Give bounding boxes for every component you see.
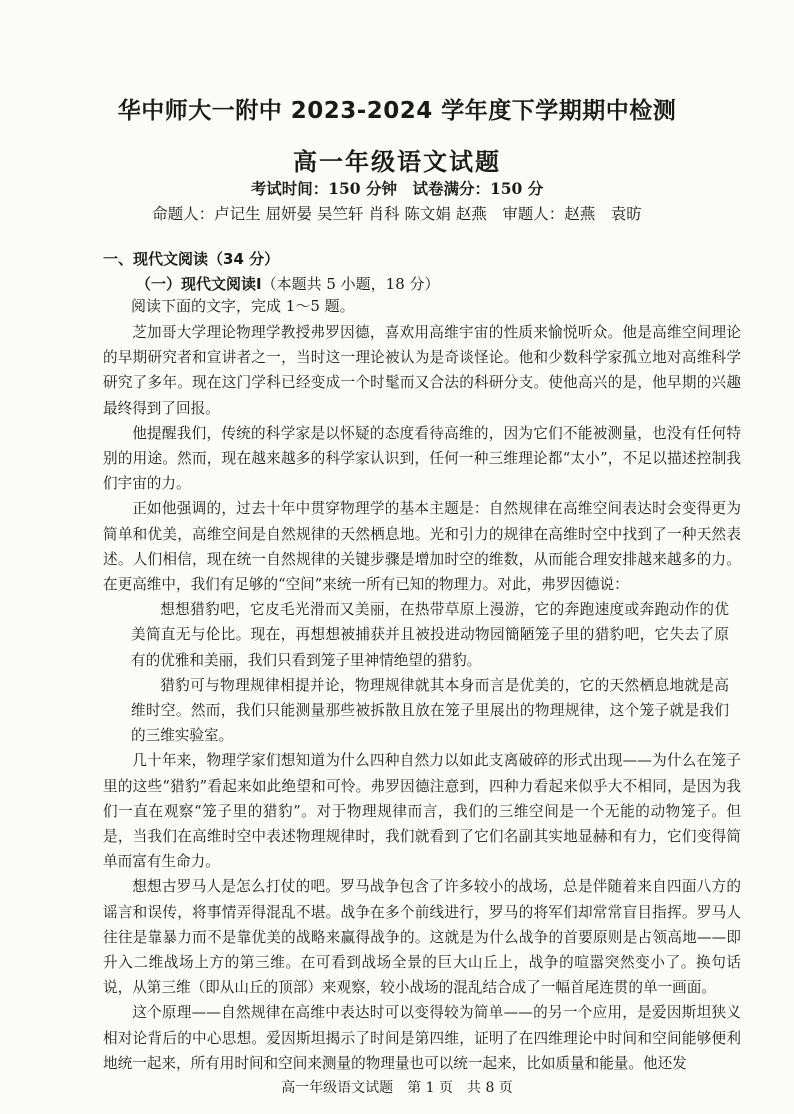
- paragraph: 芝加哥大学理论物理学教授弗罗因德，喜欢用高维宇宙的性质来愉悦听众。他是高维空间理论的早期研究者和宣讲者之一，当时这一理论被认为是奇谈怪论。他和少数科学家孤立地对高维科学研究了多年。现在这门学科已经变成一个时髦而又合法的科研分支。使他高兴的是，他早期的兴趣最终得到了回报。: [103, 324, 741, 417]
- paragraph: 这个原理——自然规律在高维中表达时可以变得较为简单——的另一个应用，是爱因斯坦狭义相对论背后的中心思想。爱因斯坦揭示了时间是第四维，证明了在四维理论中时间和空间能够便利地统一起来，所有用时间和空间来测量的物理量也可以统一起来，比如质量和能量。他还发: [103, 1004, 741, 1072]
- subsection-title: （一）现代文阅读Ⅰ: [136, 275, 262, 293]
- reading-passage: [103, 320, 741, 1076]
- quote-paragraph: 想想猎豹吧，它皮毛光滑而又美丽，在热带草原上漫游，它的奔跑速度或奔跑动作的优美简直无与伦比。现在，再想想被捕获并且被投进动物园簡陋笼子里的猎豹吧，它失去了原有的优雅和美丽，我们只看到笼子里神情绝望的猎豹。: [131, 601, 729, 669]
- quote-paragraph: 猎豹可与物理规律相提并论，物理规律就其本身而言是优美的，它的天然栖息地就是高维时空。然而，我们只能测量那些被拆散且放在笼子里展出的物理规律，这个笼子就是我们的三维实验室。: [131, 676, 729, 745]
- exam-subtitle: 高一年级语文试题: [293, 148, 501, 176]
- subsection-note: （本题共 5 小题，18 分）: [261, 275, 440, 293]
- section-heading: 一、现代文阅读（34 分）: [103, 250, 280, 268]
- paragraph: 几十年来，物理学家们想知道为什么四种自然力以如此支离破碎的形式出现——为什么在笼子里的这些“猎豹”看起来如此绝望和可怜。弗罗因德注意到，四种力看起来似乎大不相同，是因为我们一直在观察“笼子里的猎豹”。对于物理规律而言，我们的三维空间是一个无能的动物笼子。但是，当我们在高维时空中表述物理规律时，我们就看到了它们名副其实地显赫和有力，它们变得简单而富有生命力。: [103, 752, 741, 871]
- authors-line: 命题人：卢记生 屈妍晏 吴竺轩 肖科 陈文娟 赵燕 审题人：赵燕 袁昉: [152, 205, 642, 223]
- paragraph: 正如他强调的，过去十年中贯穿物理学的基本主题是：自然规律在高维空间表达时会变得更为简单和优美，高维空间是自然规律的天然栖息地。光和引力的规律在高维时空中找到了一种天然表述。人们相信，现在统一自然规律的关键步骤是增加时空的维数，从而能合理安排越来越多的力。在更高维中，我们有足够的“空间”来统一所有已知的物理力。对此，弗罗因德说：: [103, 500, 741, 594]
- subsection-heading: [136, 273, 440, 294]
- reading-instruction: 阅读下面的文字，完成 1～5 题。: [131, 297, 355, 315]
- exam-info: 考试时间：150 分钟 试卷满分：150 分: [250, 179, 544, 198]
- paragraph: 他提醒我们，传统的科学家是以怀疑的态度看待高维的，因为它们不能被测量，也没有任何特别的用途。然而，现在越来越多的科学家认识到，任何一种三维理论都“太小”，不足以描述控制我们宇宙的力。: [103, 424, 741, 493]
- page-footer: 高一年级语文试题 第 1 页 共 8 页: [281, 1080, 513, 1096]
- paragraph: 想想古罗马人是怎么打仗的吧。罗马战争包含了许多较小的战场，总是伴随着来自四面八方的谣言和误传，将事情弄得混乱不堪。战争在多个前线进行，罗马的将军们却常常盲目指挥。罗马人往往是靠暴力而不是靠优美的战略来赢得战争的。这就是为什么战争的首要原则是占领高地——即升入二维战场上方的第三维。在可看到战场全景的巨大山丘上，战争的喧嚣突然变小了。换句话说，从第三维（即从山丘的顶部）来观察，较小战场的混乱结合成了一幅首尾连贯的单一画面。: [103, 878, 741, 997]
- exam-title: 华中师大一附中 2023-2024 学年度下学期期中检测: [117, 98, 677, 124]
